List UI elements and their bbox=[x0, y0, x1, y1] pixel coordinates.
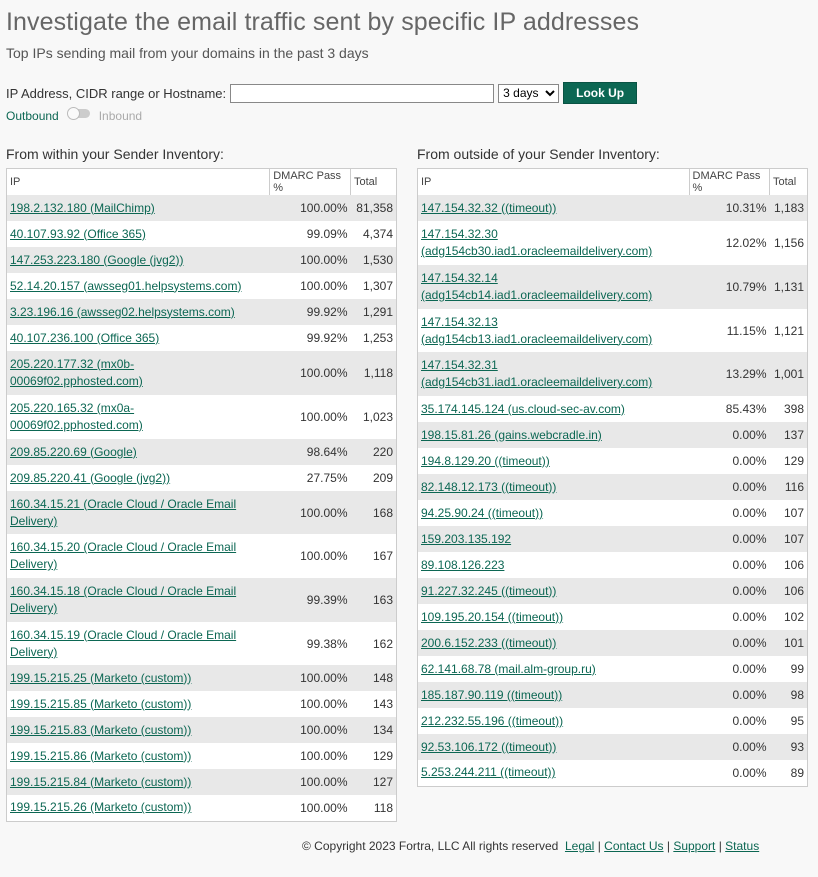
ip-link[interactable]: 82.148.12.173 ((timeout)) bbox=[421, 479, 557, 494]
total-cell: 148 bbox=[351, 665, 397, 691]
ip-cell bbox=[7, 325, 270, 351]
table-row bbox=[7, 743, 397, 769]
ip-link[interactable]: 209.85.220.69 (Google) bbox=[10, 444, 137, 459]
ip-cell bbox=[7, 622, 270, 665]
ip-link[interactable]: 92.53.106.172 ((timeout)) bbox=[421, 739, 557, 754]
dmarc-pass-cell: 12.02% bbox=[725, 236, 767, 250]
total-cell: 1,530 bbox=[351, 247, 397, 273]
dmarc-pass-cell: 100.00% bbox=[270, 717, 351, 743]
table-row bbox=[7, 273, 397, 299]
ip-cell bbox=[7, 665, 270, 691]
ip-link[interactable]: 147.154.32.32 ((timeout)) bbox=[421, 200, 557, 215]
total-cell: 168 bbox=[351, 491, 397, 534]
ip-cell bbox=[7, 439, 270, 465]
ip-cell bbox=[418, 630, 690, 656]
dmarc-pass-cell: 99.92% bbox=[306, 331, 348, 345]
table-row bbox=[7, 491, 397, 534]
table-row bbox=[418, 630, 808, 656]
total-cell: 107 bbox=[770, 526, 808, 552]
ip-cell bbox=[7, 491, 270, 534]
total-cell: 89 bbox=[790, 765, 804, 780]
inventory-table bbox=[6, 168, 397, 822]
ip-link[interactable]: 199.15.215.86 (Marketo (custom)) bbox=[10, 748, 192, 763]
table-row bbox=[418, 682, 808, 708]
ip-cell bbox=[7, 743, 270, 769]
dmarc-pass-cell: 100.00% bbox=[300, 410, 348, 424]
outside-table bbox=[417, 168, 808, 787]
total-cell: 163 bbox=[351, 578, 397, 622]
dmarc-pass-cell: 0.00% bbox=[732, 714, 767, 728]
ip-link[interactable]: 40.107.93.92 (Office 365) bbox=[10, 226, 146, 241]
table-row bbox=[418, 500, 808, 526]
total-cell: 134 bbox=[351, 717, 397, 743]
table-row bbox=[7, 691, 397, 717]
ip-search-input[interactable] bbox=[230, 84, 494, 103]
ip-cell bbox=[7, 717, 270, 743]
ip-cell bbox=[7, 273, 270, 299]
total-cell: 107 bbox=[783, 506, 804, 520]
ip-link[interactable]: 159.203.135.192 bbox=[421, 531, 512, 546]
total-cell: 1,118 bbox=[351, 351, 397, 395]
status-link[interactable]: Status bbox=[725, 839, 760, 853]
column-header-dmarc[interactable]: DMARC Pass % bbox=[270, 169, 351, 196]
table-row bbox=[418, 221, 808, 265]
page-subtitle: Top IPs sending mail from your domains in the past 3 days bbox=[6, 45, 369, 61]
table-row bbox=[418, 474, 808, 500]
dmarc-pass-cell: 10.31% bbox=[689, 195, 770, 221]
dmarc-pass-cell: 0.00% bbox=[689, 474, 770, 500]
ip-cell bbox=[7, 351, 270, 395]
table-row bbox=[7, 717, 397, 743]
column-header-ip[interactable]: IP bbox=[10, 176, 21, 188]
ip-cell bbox=[418, 474, 690, 500]
ip-cell bbox=[7, 534, 270, 578]
table-row bbox=[7, 622, 397, 665]
ip-link[interactable]: 160.34.15.19 (Oracle Cloud / Oracle Email Delivery) bbox=[10, 627, 237, 659]
ip-link[interactable]: 160.34.15.20 (Oracle Cloud / Oracle Email Delivery) bbox=[10, 540, 237, 571]
ip-link[interactable]: 199.15.215.83 (Marketo (custom)) bbox=[10, 722, 192, 737]
ip-link[interactable]: 205.220.165.32 (mx0a-00069f02.pphosted.com) bbox=[10, 401, 143, 432]
dmarc-pass-cell: 0.00% bbox=[689, 682, 770, 708]
ip-cell bbox=[418, 604, 690, 630]
total-cell: 162 bbox=[372, 636, 393, 651]
ip-cell bbox=[418, 552, 690, 578]
ip-link[interactable]: 5.253.244.211 ((timeout)) bbox=[421, 765, 556, 780]
total-cell: 98 bbox=[770, 682, 808, 708]
footer-separator: | bbox=[597, 839, 601, 853]
table-row bbox=[418, 309, 808, 352]
total-cell: 1,121 bbox=[773, 323, 804, 338]
table-row bbox=[418, 422, 808, 448]
dmarc-pass-cell: 13.29% bbox=[689, 352, 770, 396]
ip-link[interactable]: 199.15.215.25 (Marketo (custom)) bbox=[10, 670, 192, 685]
ip-cell bbox=[418, 656, 690, 682]
table-row bbox=[418, 352, 808, 396]
ip-link[interactable]: 147.154.32.13 (adg154cb13.iad1.oracleemaildelivery.com) bbox=[421, 314, 653, 346]
page-title: Investigate the email traffic sent by specific IP addresses bbox=[6, 8, 640, 36]
copyright-text: © Copyright 2023 Fortra, LLC All rights reserved bbox=[302, 839, 559, 853]
table-row bbox=[7, 534, 397, 578]
dmarc-pass-cell: 0.00% bbox=[732, 558, 767, 572]
table-row bbox=[418, 656, 808, 682]
outside-section-title: From outside of your Sender Inventory: bbox=[417, 146, 660, 162]
total-cell: 1,001 bbox=[770, 352, 808, 396]
contact-us-link[interactable]: Contact Us bbox=[604, 839, 664, 853]
dmarc-pass-cell: 98.64% bbox=[270, 439, 351, 465]
lookup-label: IP Address, CIDR range or Hostname: bbox=[6, 85, 227, 101]
dmarc-pass-cell: 100.00% bbox=[300, 697, 348, 711]
total-cell: 93 bbox=[770, 734, 808, 760]
total-cell: 137 bbox=[770, 422, 808, 448]
dmarc-pass-cell: 100.00% bbox=[270, 665, 351, 691]
total-cell: 209 bbox=[372, 471, 393, 485]
table-row bbox=[7, 299, 397, 325]
table-row bbox=[418, 265, 808, 309]
column-header-total[interactable]: Total bbox=[770, 169, 808, 196]
ip-cell bbox=[418, 396, 690, 422]
look-up-button[interactable]: Look Up bbox=[563, 82, 637, 104]
ip-cell bbox=[7, 299, 270, 325]
ip-cell bbox=[418, 265, 690, 309]
ip-link[interactable]: 199.15.215.84 (Marketo (custom)) bbox=[10, 774, 192, 789]
dmarc-pass-cell: 0.00% bbox=[689, 578, 770, 604]
dmarc-pass-cell: 85.43% bbox=[725, 402, 767, 416]
total-cell: 1,183 bbox=[770, 195, 808, 221]
table-row bbox=[7, 395, 397, 439]
total-cell: 167 bbox=[372, 549, 393, 563]
total-cell: 143 bbox=[372, 697, 393, 711]
table-row bbox=[7, 769, 397, 795]
ip-cell bbox=[418, 309, 690, 352]
footer-separator: | bbox=[718, 839, 722, 853]
dmarc-pass-cell: 99.38% bbox=[306, 636, 348, 651]
footer-separator: | bbox=[666, 839, 670, 853]
dmarc-pass-cell: 0.00% bbox=[732, 662, 767, 676]
table-row bbox=[7, 195, 397, 221]
ip-cell bbox=[418, 352, 690, 396]
ip-cell bbox=[7, 769, 270, 795]
ip-link[interactable]: 194.8.129.20 ((timeout)) bbox=[421, 453, 550, 468]
ip-cell bbox=[418, 526, 690, 552]
table-header-row bbox=[7, 169, 397, 196]
table-row bbox=[7, 247, 397, 273]
outbound-label[interactable]: Outbound bbox=[6, 109, 59, 123]
table-row bbox=[7, 665, 397, 691]
ip-link[interactable]: 160.34.15.21 (Oracle Cloud / Oracle Email Delivery) bbox=[10, 496, 237, 528]
ip-link[interactable]: 199.15.215.85 (Marketo (custom)) bbox=[10, 696, 192, 711]
ip-link[interactable]: 147.154.32.31 (adg154cb31.iad1.oracleemaildelivery.com) bbox=[421, 358, 653, 389]
dmarc-pass-cell: 99.39% bbox=[270, 578, 351, 622]
total-cell: 129 bbox=[372, 749, 393, 763]
ip-link[interactable]: 109.195.20.154 ((timeout)) bbox=[421, 609, 564, 624]
ip-link[interactable]: 91.227.32.245 ((timeout)) bbox=[421, 583, 557, 598]
ip-link[interactable]: 160.34.15.18 (Oracle Cloud / Oracle Email Delivery) bbox=[10, 584, 237, 615]
dmarc-pass-cell: 99.92% bbox=[270, 299, 351, 325]
support-link[interactable]: Support bbox=[673, 839, 716, 853]
column-header-dmarc[interactable]: DMARC Pass % bbox=[689, 169, 770, 196]
table-row bbox=[7, 795, 397, 821]
period-select[interactable] bbox=[498, 84, 559, 103]
dmarc-pass-cell: 100.00% bbox=[300, 549, 348, 563]
total-cell: 1,023 bbox=[362, 410, 393, 424]
total-cell: 102 bbox=[783, 610, 804, 624]
inbound-label[interactable]: Inbound bbox=[98, 109, 143, 123]
table-header-row bbox=[418, 169, 808, 196]
ip-link[interactable]: 198.2.132.180 (MailChimp) bbox=[10, 200, 155, 215]
total-cell: 101 bbox=[770, 630, 808, 656]
ip-link[interactable]: 147.154.32.14 (adg154cb14.iad1.oracleemaildelivery.com) bbox=[421, 271, 653, 302]
ip-cell bbox=[7, 578, 270, 622]
dmarc-pass-cell: 0.00% bbox=[732, 454, 767, 468]
total-cell: 106 bbox=[770, 578, 808, 604]
dmarc-pass-cell: 100.00% bbox=[270, 195, 351, 221]
dmarc-pass-cell: 11.15% bbox=[726, 323, 767, 338]
ip-cell bbox=[418, 734, 690, 760]
ip-link[interactable]: 200.6.152.233 ((timeout)) bbox=[421, 635, 557, 650]
total-cell: 127 bbox=[351, 769, 397, 795]
ip-link[interactable]: 185.187.90.119 ((timeout)) bbox=[421, 687, 563, 702]
ip-link[interactable]: 198.15.81.26 (gains.webcradle.in) bbox=[421, 427, 602, 442]
ip-cell bbox=[7, 195, 270, 221]
dmarc-pass-cell: 0.00% bbox=[732, 610, 767, 624]
toggle-knob bbox=[67, 107, 80, 120]
ip-cell bbox=[418, 500, 690, 526]
total-cell: 81,358 bbox=[351, 195, 397, 221]
table-row bbox=[418, 708, 808, 734]
dmarc-pass-cell: 100.00% bbox=[270, 351, 351, 395]
table-row bbox=[418, 448, 808, 474]
table-row bbox=[7, 351, 397, 395]
ip-link[interactable]: 3.23.196.16 (awsseg02.helpsystems.com) bbox=[10, 304, 235, 319]
total-cell: 129 bbox=[783, 454, 804, 468]
total-cell: 116 bbox=[770, 474, 808, 500]
dmarc-pass-cell: 100.00% bbox=[300, 749, 348, 763]
ip-cell bbox=[418, 708, 690, 734]
ip-link[interactable]: 52.14.20.157 (awsseg01.helpsystems.com) bbox=[10, 278, 242, 293]
ip-link[interactable]: 94.25.90.24 ((timeout)) bbox=[421, 505, 544, 520]
total-cell: 106 bbox=[783, 558, 804, 572]
ip-cell bbox=[7, 221, 270, 247]
footer bbox=[302, 839, 759, 853]
table-row bbox=[418, 578, 808, 604]
ip-link[interactable]: 40.107.236.100 (Office 365) bbox=[10, 330, 160, 345]
ip-link[interactable]: 205.220.177.32 (mx0b-00069f02.pphosted.com) bbox=[10, 357, 143, 388]
total-cell: 220 bbox=[351, 439, 397, 465]
ip-cell bbox=[7, 465, 270, 491]
ip-link[interactable]: 147.253.223.180 (Google (jvg2)) bbox=[10, 252, 184, 267]
total-cell: 1,131 bbox=[770, 265, 808, 309]
table-row bbox=[418, 734, 808, 760]
ip-cell bbox=[7, 247, 270, 273]
dmarc-pass-cell: 100.00% bbox=[300, 800, 348, 815]
column-header-total[interactable]: Total bbox=[351, 169, 397, 196]
dmarc-pass-cell: 27.75% bbox=[306, 471, 348, 485]
ip-cell bbox=[418, 760, 690, 786]
ip-cell bbox=[418, 682, 690, 708]
ip-link[interactable]: 147.154.32.30 (adg154cb30.iad1.oracleemaildelivery.com) bbox=[421, 227, 653, 258]
table-row bbox=[7, 325, 397, 351]
direction-toggle[interactable] bbox=[68, 109, 90, 118]
ip-cell bbox=[7, 395, 270, 439]
ip-cell bbox=[7, 795, 270, 821]
ip-link[interactable]: 89.108.126.223 bbox=[421, 557, 505, 572]
total-cell: 1,156 bbox=[773, 236, 804, 250]
ip-cell bbox=[418, 578, 690, 604]
total-cell: 1,253 bbox=[362, 331, 393, 345]
table-row bbox=[7, 439, 397, 465]
lookup-form bbox=[6, 82, 637, 104]
dmarc-pass-cell: 0.00% bbox=[689, 526, 770, 552]
dmarc-pass-cell: 0.00% bbox=[689, 630, 770, 656]
dmarc-pass-cell: 0.00% bbox=[689, 734, 770, 760]
total-cell: 398 bbox=[783, 402, 804, 416]
table-row bbox=[418, 760, 808, 786]
table-row bbox=[418, 552, 808, 578]
ip-cell bbox=[418, 422, 690, 448]
dmarc-pass-cell: 100.00% bbox=[270, 769, 351, 795]
total-cell: 118 bbox=[373, 800, 393, 815]
dmarc-pass-cell: 100.00% bbox=[270, 491, 351, 534]
table-row bbox=[418, 195, 808, 221]
ip-cell bbox=[418, 195, 690, 221]
dmarc-pass-cell: 10.79% bbox=[689, 265, 770, 309]
dmarc-pass-cell: 0.00% bbox=[732, 506, 767, 520]
dmarc-pass-cell: 100.00% bbox=[300, 279, 348, 293]
dmarc-pass-cell: 0.00% bbox=[732, 765, 767, 780]
ip-link[interactable]: 62.141.68.78 (mail.alm-group.ru) bbox=[421, 661, 596, 676]
dmarc-pass-cell: 100.00% bbox=[270, 247, 351, 273]
table-row bbox=[7, 221, 397, 247]
inventory-section-title: From within your Sender Inventory: bbox=[6, 146, 224, 162]
ip-link[interactable]: 35.174.145.124 (us.cloud-sec-av.com) bbox=[421, 401, 625, 416]
table-row bbox=[418, 396, 808, 422]
total-cell: 1,291 bbox=[351, 299, 397, 325]
ip-link[interactable]: 212.232.55.196 ((timeout)) bbox=[421, 713, 564, 728]
table-row bbox=[7, 465, 397, 491]
dmarc-pass-cell: 0.00% bbox=[689, 422, 770, 448]
dmarc-pass-cell: 99.09% bbox=[306, 227, 348, 241]
ip-link[interactable]: 209.85.220.41 (Google (jvg2)) bbox=[10, 470, 171, 485]
total-cell: 95 bbox=[790, 714, 804, 728]
ip-cell bbox=[418, 448, 690, 474]
ip-cell bbox=[7, 691, 270, 717]
total-cell: 4,374 bbox=[362, 227, 393, 241]
table-row bbox=[7, 578, 397, 622]
table-row bbox=[418, 604, 808, 630]
ip-cell bbox=[418, 221, 690, 265]
column-header-ip[interactable]: IP bbox=[421, 176, 432, 188]
ip-link[interactable]: 199.15.215.26 (Marketo (custom)) bbox=[10, 800, 192, 815]
direction-toggle-group bbox=[6, 109, 142, 123]
total-cell: 1,307 bbox=[362, 279, 393, 293]
table-row bbox=[418, 526, 808, 552]
total-cell: 99 bbox=[790, 662, 804, 676]
legal-link[interactable]: Legal bbox=[564, 839, 595, 853]
